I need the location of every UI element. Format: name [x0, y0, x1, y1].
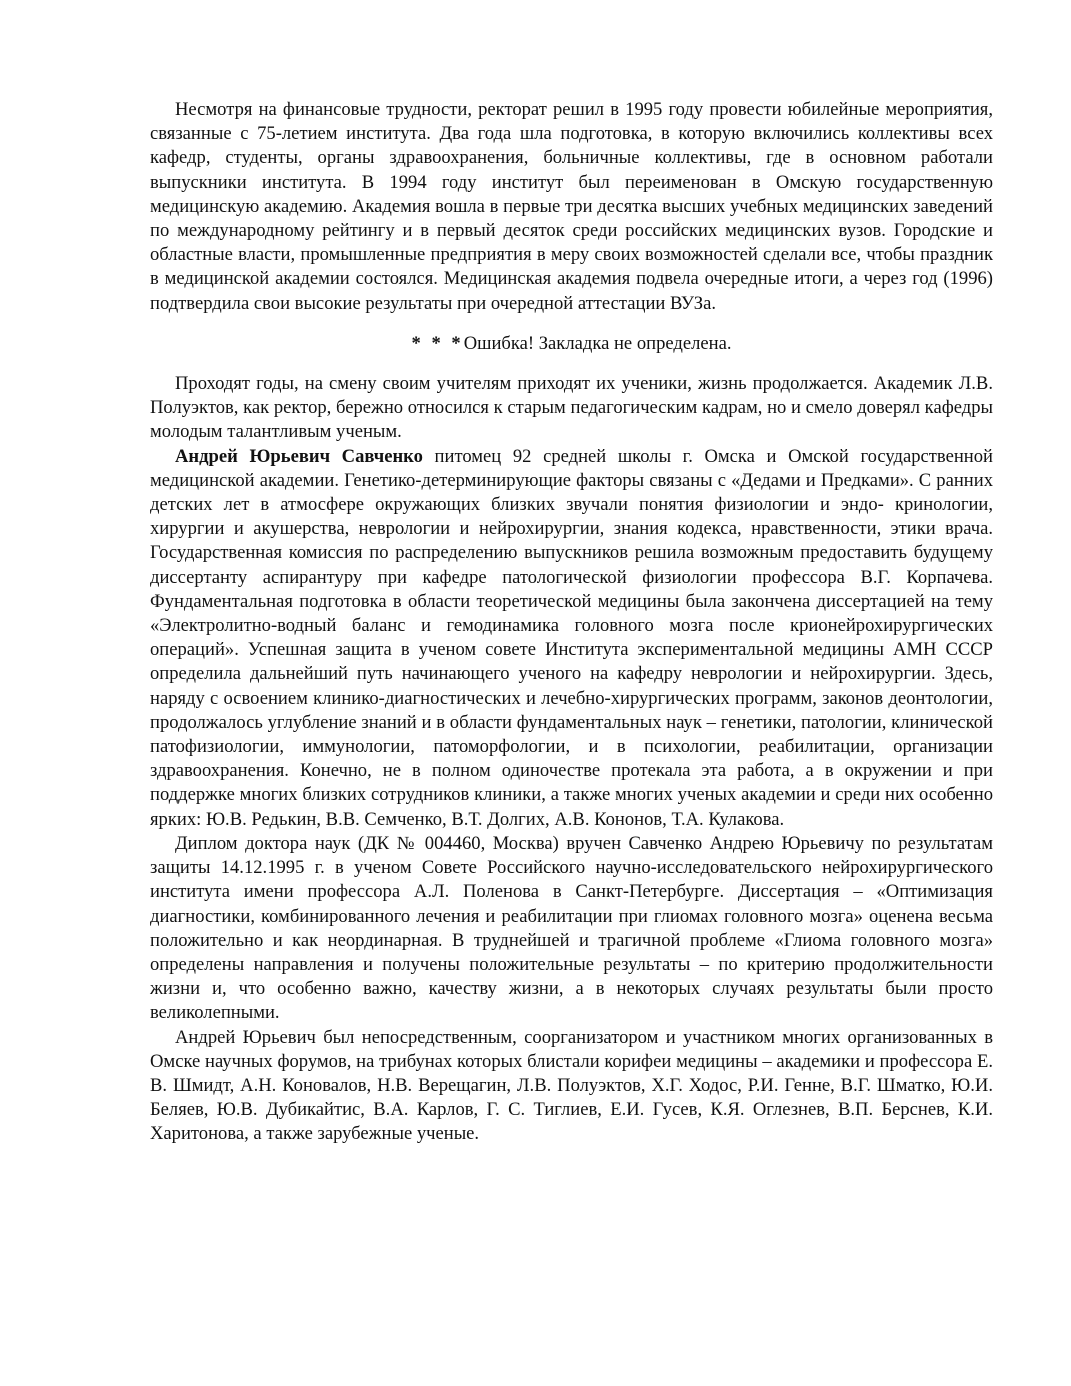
section-separator [150, 332, 993, 356]
paragraph-savchenko-bio [150, 445, 993, 832]
document-page [150, 98, 993, 1147]
separator-stars: * * * [411, 332, 464, 354]
paragraph-generations: Проходят годы, на смену своим учителям приходят их ученики, жизнь продолжается. Академик Л.В. Полуэктов, как ректор, бережно относился к старым педагогическим кадрам, но и смело доверял кафедры молодым талантливым ученым. [150, 373, 993, 443]
savchenko-bio-text: питомец 92 средней школы г. Омска и Омской государственной медицинской академии. Генетико-детерминирующие факторы связаны с «Дедами и Предками». С ранних детских лет в атмосфере окружающих близких звучали понятия физиологии и эндо- кринологии, хирургии и акушерства, неврологии и нейрохирургии, знания кодекса, нравственности, этики врача. Государственная комиссия по распределению выпускников решила возможным предоставить будущему диссертанту аспирантуру при кафедре патологической физиологии профессора В.Г. Корпачева. Фундаментальная подготовка в области теоретической медицины была закончена диссертацией на тему «Электролитно-водный баланс и гемодинамика головного мозга после крионейрохирургических операций». Успешная защита в ученом совете Института экспериментальной медицины АМН СССР определила дальнейший путь начинающего ученого на кафедру неврологии и нейрохирургии. Здесь, наряду с освоением клинико-диагностических и лечебно-хирургических программ, законов деонтологии, продолжалось углубление знаний и в области фундаментальных наук – генетики, патологии, клинической патофизиологии, иммунологии, патоморфологии, и в психологии, реабилитации, организации здравоохранения. Конечно, не в полном одиночестве протекала эта работа, а в окружении и при поддержке многих близких сотрудников клиники, а также многих ученых академии и среди них особенно ярких: Ю.В. Редькин, В.В. Семченко, В.Т. Долгих, А.В. Кононов, Т.А. Кулакова. [150, 445, 993, 830]
paragraph-scientific-forums: Андрей Юрьевич был непосредственным, соорганизатором и участником многих организованных в Омске научных форумов, на трибунах которых блистали корифеи медицины – академики и профессора Е. В. Шмидт, А.Н. Коновалов, Н.В. Верещагин, Л.В. Полуэктов, Х.Г. Ходос, Р.И. Генне, В.Г. Шматко, Ю.И. Беляев, Ю.В. Дубикайтис, В.А. Карлов, Г. С. Тиглиев, Е.И. Гусев, К.Я. Оглезнев, В.П. Берснев, К.И. Харитонова, а также зарубежные ученые. [150, 1026, 993, 1145]
bookmark-error-text: Ошибка! Закладка не определена. [463, 332, 732, 354]
paragraph-doctor-diploma: Диплом доктора наук (ДК № 004460, Москва) вручен Савченко Андрею Юрьевичу по результатам защиты 14.12.1995 г. в ученом Совете Российского научно-исследовательского нейрохирургического института имени профессора А.Л. Поленова в Санкт-Петербурге. Диссертация – «Оптимизация диагностики, комбинированного лечения и реабилитации при глиомах головного мозга» оценена весьма положительно и как неординарная. В труднейшей и трагичной проблеме «Глиома головного мозга» определены направления и получены положительные результаты – по критерию продолжительности жизни и, что особенно важно, качеству жизни, а в некоторых случаях результаты были просто великолепными. [150, 832, 993, 1024]
savchenko-name: Андрей Юрьевич Савченко [175, 445, 423, 467]
paragraph-anniversary: Несмотря на финансовые трудности, ректорат решил в 1995 году провести юбилейные мероприятия, связанные с 75-летием института. Два года шла подготовка, в которую включились коллективы всех кафедр, студенты, органы здравоохранения, больничные коллективы, где в основном работали выпускники института. В 1994 году институт был переименован в Омскую государственную медицинскую академию. Академия вошла в первые три десятка высших учебных медицинских заведений по международному рейтингу и в первый десяток среди российских медицинских вузов. Городские и областные власти, промышленные предприятия в меру своих возможностей сделали все, чтобы праздник в медицинской академии состоялся. Медицинская академия подвела очередные итоги, а через год (1996) подтвердила свои высокие результаты при очередной аттестации ВУЗа. [150, 99, 993, 314]
